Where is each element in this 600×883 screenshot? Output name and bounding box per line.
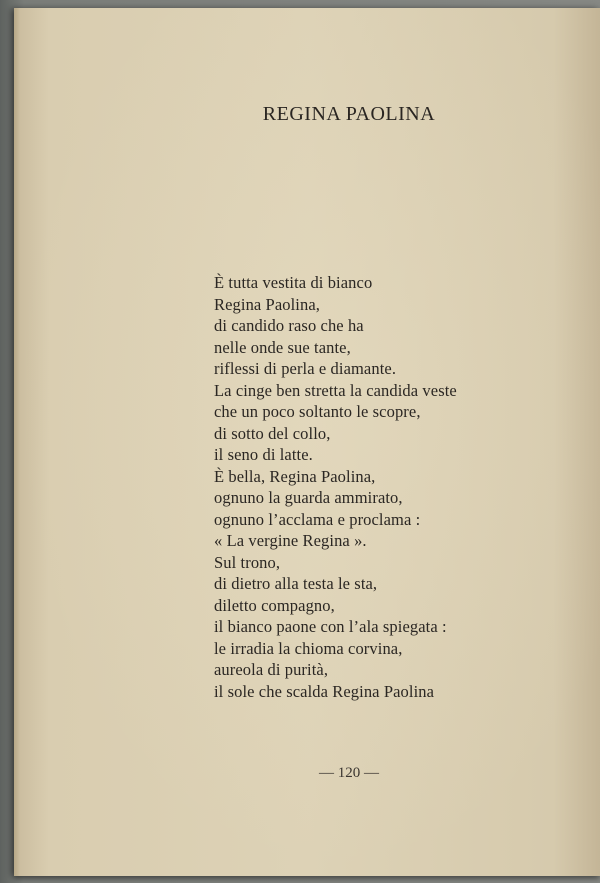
page-edge-shadow [14, 8, 20, 876]
poem-line: Regina Paolina, [214, 294, 320, 314]
poem-line: riflessi di perla e diamante. [214, 359, 397, 378]
poem-line: È bella, Regina Paolina, [214, 466, 376, 486]
page-title: REGINA PAOLINA [262, 103, 436, 125]
poem-line: di sotto del collo, [214, 423, 331, 443]
poem-line: di candido raso che ha [214, 316, 364, 335]
poem-line: il sole che scalda Regina Paolina [214, 681, 435, 701]
poem-line: che un poco soltanto le scopre, [214, 402, 421, 421]
poem-line: aureola di purità, [214, 660, 329, 679]
poem-line: La cinge ben stretta la candida veste [214, 380, 457, 400]
poem-line: ognuno la guarda ammirato, [214, 488, 403, 507]
poem-line: di dietro alla testa le sta, [214, 574, 378, 593]
poem-line: nelle onde sue tante, [214, 337, 351, 357]
poem-line: « La vergine Regina ». [214, 531, 367, 550]
page-number: — 120 — [319, 765, 379, 781]
book-page [14, 8, 600, 876]
poem-line: le irradia la chioma corvina, [214, 638, 403, 658]
poem-line: ognuno l’acclama e proclama : [214, 509, 421, 529]
poem-line: È tutta vestita di bianco [214, 273, 373, 292]
poem-line: Sul trono, [214, 552, 281, 572]
poem-line: il bianco paone con l’ala spiegata : [214, 617, 447, 636]
poem-line: diletto compagno, [214, 595, 335, 615]
poem-body [214, 272, 457, 702]
poem-line: il seno di latte. [214, 445, 313, 464]
